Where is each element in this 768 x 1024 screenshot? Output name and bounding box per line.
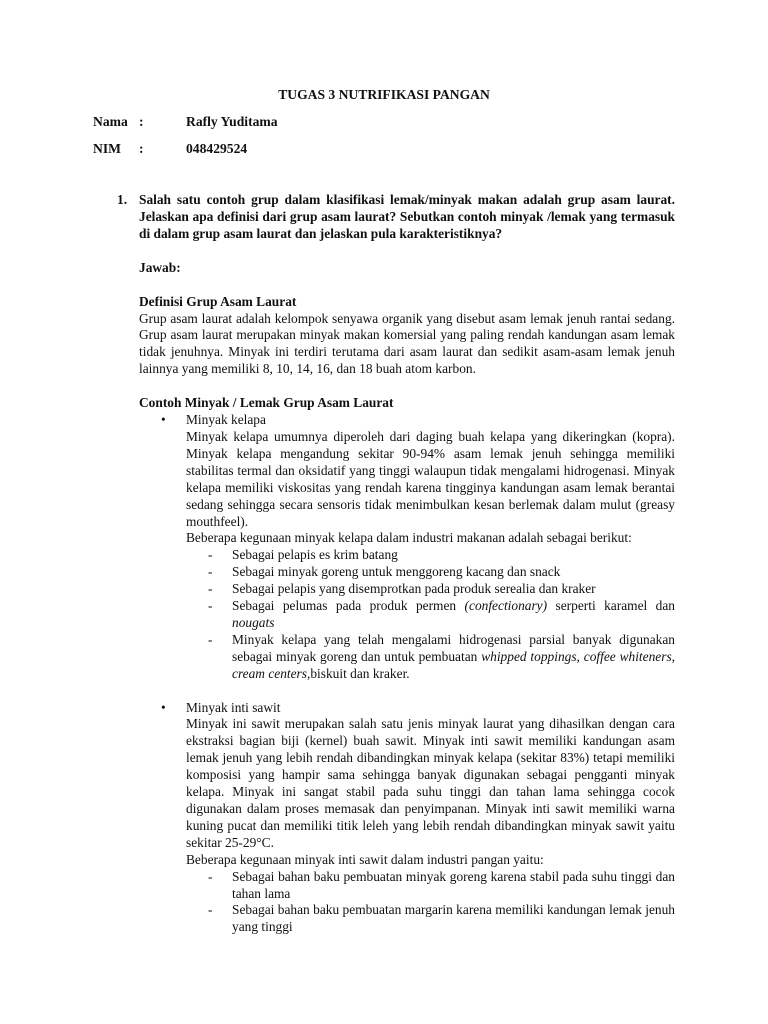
list-item: - Sebagai bahan baku pembuatan minyak goreng karena stabil pada suhu tinggi dan tahan lama (208, 868, 675, 901)
question-text: Salah satu contoh grup dalam klasifikasi lemak/minyak makan adalah grup asam laurat. Jelaskan apa definisi dari grup asam laurat? Sebutkan contoh minyak /lemak yang termasuk di dalam grup asam laurat dan jelaskan pula karakteristiknya? (139, 192, 675, 241)
bullet-icon: • (161, 699, 166, 715)
list-item-palm-kernel-oil (139, 700, 675, 937)
dash-icon: - (208, 547, 213, 563)
nim-colon: : (139, 141, 144, 156)
list-item: - Sebagai minyak goreng untuk menggoreng kacang dan snack (208, 564, 561, 580)
list-item: - Minyak kelapa yang telah mengalami hidrogenasi parsial banyak digunakan sebagai minyak goreng dan untuk pembuatan whipped toppings, coffee whiteners, cream centers,biskuit dan kraker. (208, 631, 675, 681)
item-description: Minyak ini sawit merupakan salah satu jenis minyak laurat yang dihasilkan dengan cara ekstraksi bagian biji (kernel) buah sawit. Minyak inti sawit memiliki kandungan asam lemak jenuh yang lebih rendah dibandingkan minyak kelapa (sekitar 83%) tetapi memiliki komposisi yang hampir sama sehingga banyak digunakan sebagai pengganti minyak kelapa. Minyak ini sangat stabil pada suhu tinggi dan tahan lama sehingga cocok digunakan dalam proses memasak dan penyimpanan. Minyak inti sawit memiliki warna kuning pucat dan memiliki titik leleh yang lebih rendah dibandingkan minyak sawit yaitu sekitar 25-29°C. (186, 716, 675, 850)
list-item: - Sebagai pelumas pada produk permen (confectionary) serperti karamel dan nougats (208, 598, 675, 630)
uses-intro: Beberapa kegunaan minyak inti sawit dalam industri pangan yaitu: (186, 851, 544, 867)
list-item-coconut-oil (139, 412, 675, 700)
dash-icon: - (208, 631, 213, 647)
name-label: Nama (93, 114, 128, 129)
uses-intro: Beberapa kegunaan minyak kelapa dalam industri makanan adalah sebagai berikut: (186, 530, 632, 546)
dash-icon: - (208, 902, 213, 918)
dash-icon: - (208, 564, 213, 580)
dash-icon: - (208, 581, 213, 597)
item-description: Minyak kelapa umumnya diperoleh dari daging buah kelapa yang dikeringkan (kopra). Minyak kelapa mengandung sekitar 90-94% asam lemak jenuh sehingga memiliki stabilitas termal dan oksidatif yang tinggi walaupun tidak mengalami hidrogenasi. Minyak kelapa memiliki viskositas yang rendah karena tingginya kandungan asam lemak berantai sedang sehingga secara sensoris tidak menimbulkan kesan berlemak dalam mulut (greasy mouthfeel). (186, 428, 675, 529)
name-colon: : (139, 114, 144, 129)
dash-icon: - (208, 868, 213, 884)
uses-list (186, 547, 675, 682)
examples-list (139, 412, 675, 936)
document-title: TUGAS 3 NUTRIFIKASI PANGAN (278, 87, 490, 102)
item-title: Minyak kelapa (186, 412, 266, 428)
answer-content (139, 192, 675, 936)
name-value: Rafly Yuditama (186, 114, 278, 129)
list-item: - Sebagai bahan baku pembuatan margarin karena memiliki kandungan lemak jenuh yang tinggi (208, 902, 675, 935)
dash-icon: - (208, 598, 213, 614)
definition-heading: Definisi Grup Asam Laurat (139, 293, 297, 309)
item-title: Minyak inti sawit (186, 699, 281, 715)
question-number: 1. (117, 192, 128, 207)
examples-heading: Contoh Minyak / Lemak Grup Asam Laurat (139, 395, 394, 411)
answer-label: Jawab: (139, 259, 181, 275)
list-item: - Sebagai pelapis es krim batang (208, 547, 398, 563)
uses-list (186, 869, 675, 937)
bullet-icon: • (161, 412, 166, 428)
nim-label: NIM (93, 141, 121, 156)
list-item: - Sebagai pelapis yang disemprotkan pada produk serealia dan kraker (208, 581, 596, 597)
definition-text: Grup asam laurat adalah kelompok senyawa organik yang disebut asam lemak jenuh rantai sedang. Grup asam laurat merupakan minyak makan komersial yang paling rendah kandungan asam lemak tidak jenuhnya. Minyak ini terdiri terutama dari asam laurat dan sedikit asam-asam lemak jenuh lainnya yang memiliki 8, 10, 14, 16, dan 18 buah atom karbon. (139, 310, 675, 377)
nim-value: 048429524 (186, 141, 248, 156)
